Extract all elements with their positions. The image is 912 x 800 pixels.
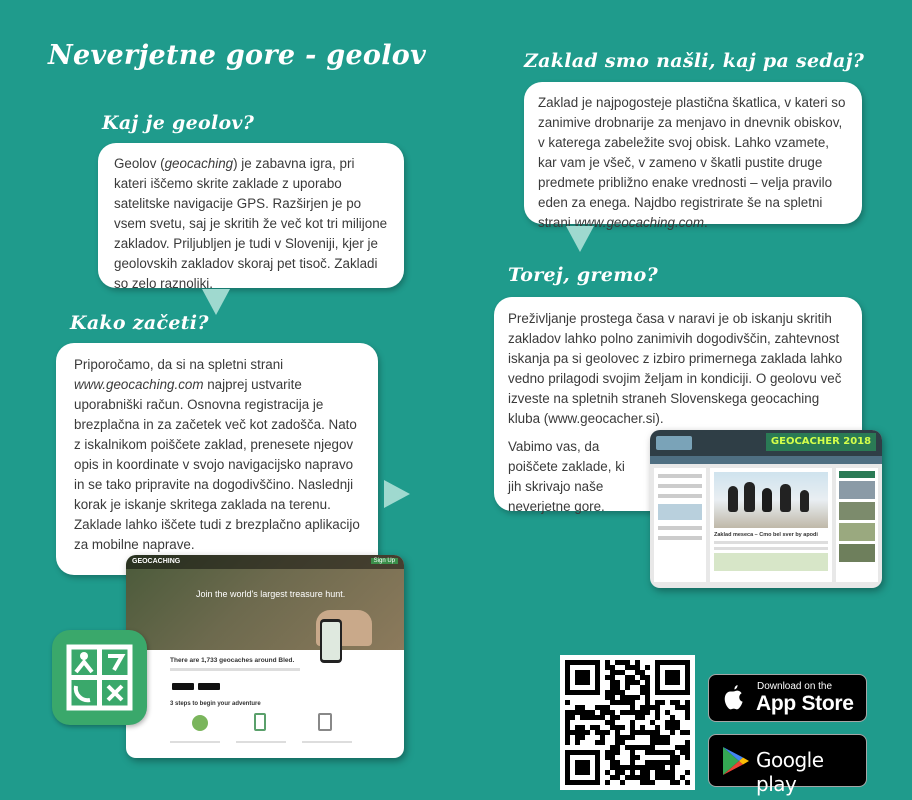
gc-brand: GEOCACHING: [132, 558, 181, 565]
geocaching-website-screenshot: [126, 555, 404, 758]
apple-icon: [721, 684, 745, 712]
phone-image: [320, 619, 342, 663]
arrow-right-icon: [384, 480, 410, 508]
hero-text: Join the world's largest treasure hunt.: [196, 589, 346, 599]
bubble-kako-zaceti: [56, 343, 378, 575]
heading-zaklad-smo-nasli: Zaklad smo našli, kaj pa sedaj?: [524, 50, 865, 72]
qr-code: [560, 655, 695, 790]
app-store-button[interactable]: [708, 674, 867, 722]
mini-google-play-button: [198, 683, 220, 690]
site-left-column: [654, 468, 706, 582]
signup-button[interactable]: Sign Up: [371, 558, 398, 564]
steps-heading: 3 steps to begin your adventure: [170, 701, 261, 707]
site-banner: GEOCACHER 2018: [766, 433, 876, 451]
site-logo: [656, 436, 692, 450]
bubble-tail: [566, 226, 594, 252]
site-right-column: [836, 468, 878, 582]
heading-torej-gremo: Torej, gremo?: [508, 264, 659, 286]
cache-count: There are 1,733 geocaches around Bled.: [170, 657, 295, 664]
site-hero: [126, 555, 404, 650]
heading-kako-zaceti: Kako začeti?: [70, 312, 209, 334]
geocacher-website-screenshot: [650, 430, 882, 588]
site-header: [650, 430, 882, 456]
text-kako-zaceti: Priporočamo, da si na spletni strani www.geocaching.com najprej ustvarite uporabniški račun. Osnovna registracija je brezplačna in za začetek več kot zadošča. Nato z iskalnikom poiščete zaklad, prenesete njegov opis in koordinate v svojo navigacijsko napravo in se tako pripravite na dogodivščino. Naslednji korak je iskanje skritega zaklada na terenu. Zaklade lahko iščete tudi z brezplačno aplikacijo za mobilne naprave.: [74, 357, 360, 552]
heading-kaj-je-geolov: Kaj je geolov?: [102, 112, 255, 134]
step-1-icon: [192, 715, 208, 731]
site-article: [710, 468, 832, 582]
step-3-icon: [318, 713, 332, 731]
bubble-kaj-je-geolov: [98, 143, 404, 291]
google-play-icon: [721, 745, 751, 777]
mini-app-store-button: [172, 683, 194, 690]
google-play-text: Google play: [756, 748, 824, 796]
page-title: Neverjetne gore - geolov: [48, 40, 427, 71]
google-play-button[interactable]: [708, 734, 867, 796]
app-store-big-text: App Store: [756, 692, 854, 715]
site-nav: [650, 456, 882, 464]
text-kaj-je-geolov: Geolov (geocaching) je zabavna igra, pri kateri iščemo skrite zaklade z uporabo satelitske navigacije GPS. Razširjen je po vsem svetu, saj je skritih že več kot tri milijone zakladov. Priljubljen je tudi v Sloveniji, kjer je geolovskih zakladov skoraj pet tisoč. Zakladi so zelo raznoliki.: [114, 156, 388, 291]
app-store-small-text: Download on the: [757, 681, 833, 692]
text-torej-gremo-1: Preživljanje prostega časa v naravi je ob iskanju skritih zakladov lahko polno zanimivih dogodivščin, zahtevnost iskanja pa si geolovec z izbiro primernega zaklada lahko vedno prilagodi svojim željam in kondiciji. O geolovu več izveste na spletnih straneh Slovenskega geocaching kluba (www.geocacher.si).: [508, 311, 843, 426]
penguin-photo: [714, 472, 828, 528]
step-2-icon: [254, 713, 266, 731]
text-zaklad-smo-nasli: Zaklad je najpogosteje plastična škatlica, v kateri so zanimive drobnarije za menjavo in dnevnik obiskov, v katerega zabeležite svoj obisk. Lahko vzamete, kar vam je všeč, v zameno v škatli pustite druge predmete približno enake vrednosti – velja pravilo eden za enega. Najdbo registrirate še na spletni strani www.geocaching.com.: [538, 95, 846, 230]
bubble-zaklad-smo-nasli: [524, 82, 862, 230]
geocaching-app-icon: [52, 630, 147, 725]
text-torej-gremo-2: Vabimo vas, da poiščete zaklade, ki jih skrivajo naše neverjetne gore.: [508, 439, 625, 514]
article-title: Zaklad meseca – Čmo bel sver by apodi: [714, 532, 818, 538]
